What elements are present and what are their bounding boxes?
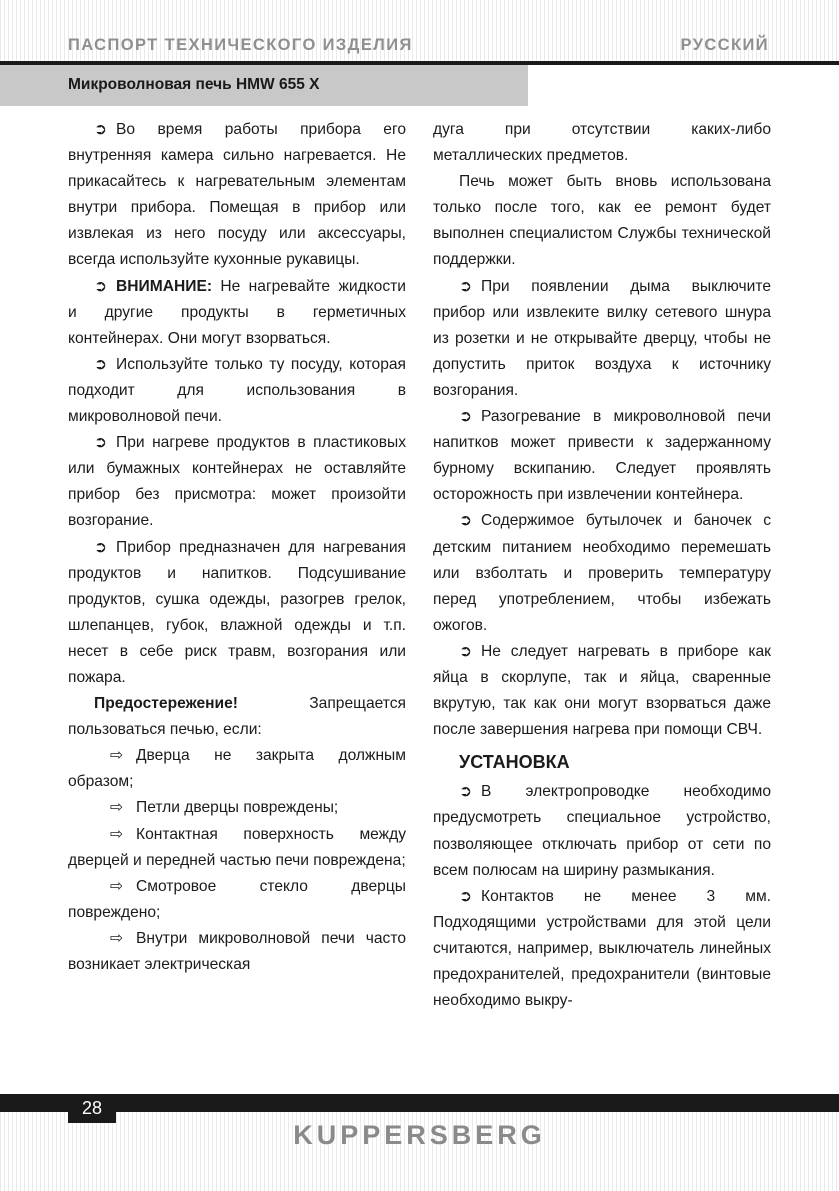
arrow-bullet-icon: ➲	[94, 355, 108, 373]
section-title-installation: УСТАНОВКА	[459, 752, 570, 773]
outline-arrow-icon: ⇨	[110, 747, 124, 765]
arrow-bullet-icon: ➲	[459, 512, 473, 530]
warning-label: Предостережение!	[94, 695, 238, 713]
paragraph-hot-chamber: ➲ Во время работы прибора его внутренняя камера сильно нагревается. Не прикасайтесь к нагревательным элементам внутри прибора. Помещая в прибор или извлекая из него посуду или аксессуары, всегда используйте кухонные рукавицы.	[68, 117, 406, 274]
arrow-bullet-icon: ➲	[459, 887, 473, 905]
paragraph-smoke: ➲ При появлении дыма выключите прибор или извлеките вилку сетевого шнура из розетки и не открывайте дверцу, чтобы не допустить приток воздуха к источнику возгорания.	[433, 274, 771, 404]
arrow-bullet-icon: ➲	[94, 538, 108, 556]
right-column	[433, 117, 771, 1092]
paragraph-warning: Предостережение! Запрещается пользоваться печью, если:	[68, 695, 406, 739]
arrow-bullet-icon: ➲	[459, 408, 473, 426]
paragraph-baby-food: ➲ Содержимое бутылочек и баночек с детским питанием необходимо перемешать или взболтать и проверить температуру перед употреблением, чтобы избежать ожогов.	[433, 508, 771, 638]
outline-arrow-icon: ⇨	[110, 825, 124, 843]
arrow-bullet-icon: ➲	[94, 121, 108, 138]
paragraph-attention: ➲ ВНИМАНИЕ: Не нагревайте жидкости и другие продукты в герметичных контейнерах. Они могут взорваться.	[68, 274, 406, 352]
model-title: Микроволновая печь HMW 655 X	[68, 76, 320, 93]
arrow-bullet-icon: ➲	[94, 434, 108, 452]
arrow-bullet-icon: ➲	[459, 642, 473, 660]
footer-rule	[0, 1094, 839, 1112]
paragraph-arc-continued: дуга при отсутствии каких-либо металлических предметов.	[433, 121, 771, 165]
arrow-bullet-icon: ➲	[94, 277, 108, 295]
list-item: ⇨ Контактная поверхность между дверцей и передней частью печи повреждена;	[68, 822, 406, 874]
paragraph-install-device: ➲ В электропроводке необходимо предусмотреть специальное устройство, позволяющее отключать прибор от сети по всем полюсам на ширину размыкания.	[433, 779, 771, 883]
list-item: ⇨ Дверца не закрыта должным образом;	[68, 743, 406, 795]
paragraph-cookware: ➲ Используйте только ту посуду, которая подходит для использования в микроволновой печи.	[68, 352, 406, 430]
page-number: 28	[68, 1094, 116, 1123]
paragraph-repair: Печь может быть вновь использована только после того, как ее ремонт будет выполнен специалистом Службы технической поддержки.	[433, 173, 771, 269]
paragraph-drinks: ➲ Разогревание в микроволновой печи напитков может привести к задержанному бурному вскипанию. Следует проявлять осторожность при извлечении контейнера.	[433, 404, 771, 508]
paragraph-install-contacts: ➲ Контактов не менее 3 мм. Подходящими устройствами для этой цели считаются, например, выключатель линейных предохранителей, предохранители (винтовые необходимо выкру-	[433, 884, 771, 1014]
language-label: РУССКИЙ	[680, 36, 769, 54]
list-item: ⇨ Внутри микроволновой печи часто возникает электрическая	[68, 926, 406, 978]
attention-label: ВНИМАНИЕ:	[116, 277, 213, 295]
paragraph-plastic: ➲ При нагреве продуктов в пластиковых или бумажных контейнерах не оставляйте прибор без присмотра: может произойти возгорание.	[68, 430, 406, 534]
brand-logo: KUPPERSBERG	[293, 1120, 546, 1150]
outline-arrow-icon: ⇨	[110, 929, 124, 947]
outline-arrow-icon: ⇨	[110, 877, 124, 895]
paragraph-eggs: ➲ Не следует нагревать в приборе как яйца в скорлупе, так и яйца, сваренные вкрутую, так как они могут взорваться даже после завершения нагрева при помощи СВЧ.	[433, 639, 771, 743]
document-title: ПАСПОРТ ТЕХНИЧЕСКОГО ИЗДЕЛИЯ	[68, 36, 413, 54]
list-item: ⇨ Смотровое стекло дверцы повреждено;	[68, 874, 406, 926]
outline-arrow-icon: ⇨	[110, 799, 124, 817]
arrow-bullet-icon: ➲	[459, 277, 473, 295]
paragraph-purpose: ➲ Прибор предназначен для нагревания продуктов и напитков. Подсушивание продуктов, сушка одежды, разогрев грелок, шлепанцев, губок, влажной одежды и т.п. несет в себе риск травм, возгорания или пожара.	[68, 535, 406, 692]
arrow-bullet-icon: ➲	[459, 783, 473, 801]
list-item: ⇨ Петли дверцы повреждены;	[68, 795, 406, 821]
left-column	[68, 117, 406, 1092]
